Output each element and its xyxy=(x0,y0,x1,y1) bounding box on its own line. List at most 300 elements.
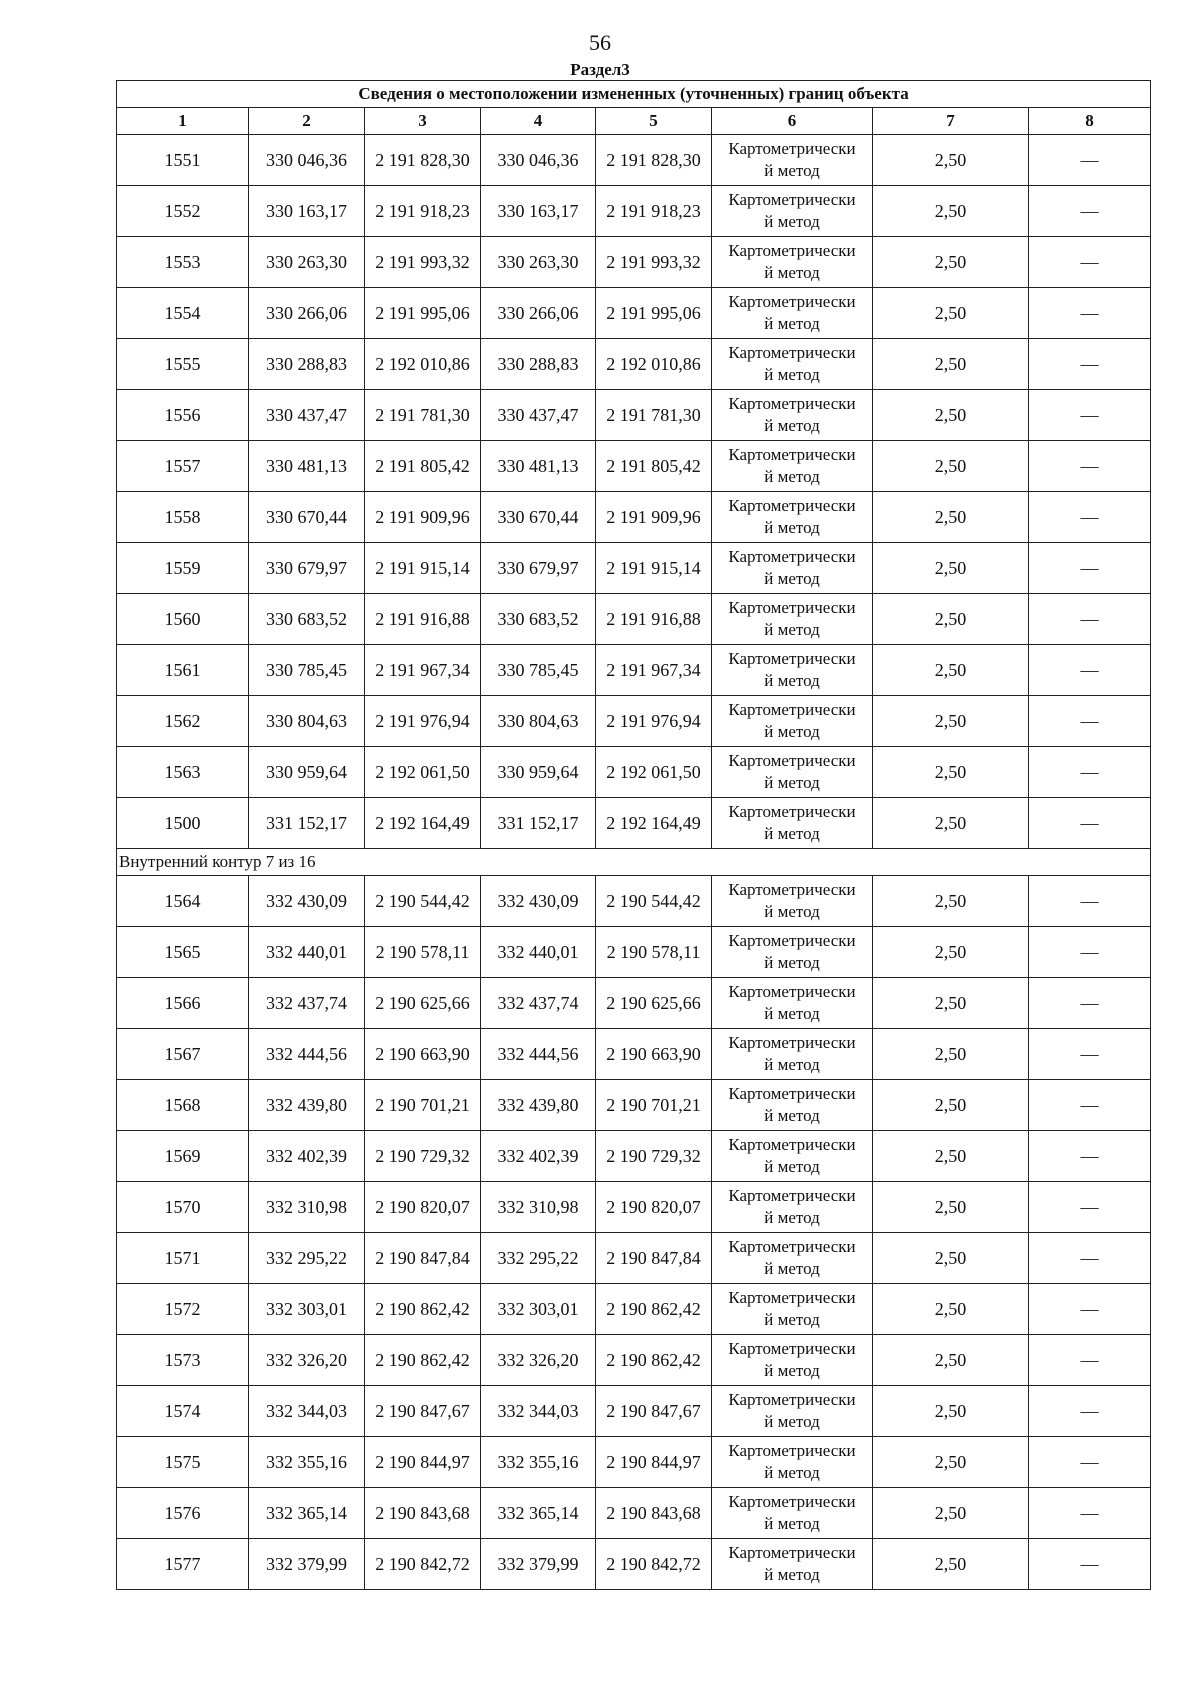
table-row xyxy=(117,645,1151,696)
existing-y-cell: 2 190 847,84 xyxy=(365,1233,481,1284)
description-cell: — xyxy=(1029,876,1151,927)
accuracy-cell: 2,50 xyxy=(873,441,1029,492)
existing-x-cell: 330 288,83 xyxy=(249,339,365,390)
description-cell: — xyxy=(1029,441,1151,492)
description-cell: — xyxy=(1029,747,1151,798)
method-line: Картометрически xyxy=(728,982,856,1001)
description-cell: — xyxy=(1029,135,1151,186)
existing-y-cell: 2 190 820,07 xyxy=(365,1182,481,1233)
method-cell xyxy=(712,1386,873,1437)
accuracy-cell: 2,50 xyxy=(873,1539,1029,1590)
description-cell: — xyxy=(1029,1080,1151,1131)
accuracy-cell: 2,50 xyxy=(873,1029,1029,1080)
column-number: 7 xyxy=(873,108,1029,135)
accuracy-cell: 2,50 xyxy=(873,1233,1029,1284)
method-line: Картометрически xyxy=(728,598,856,617)
existing-y-cell: 2 190 844,97 xyxy=(365,1437,481,1488)
point-number-cell: 1566 xyxy=(117,978,249,1029)
description-cell: — xyxy=(1029,798,1151,849)
point-number-cell: 1563 xyxy=(117,747,249,798)
description-cell: — xyxy=(1029,1233,1151,1284)
description-cell: — xyxy=(1029,696,1151,747)
accuracy-cell: 2,50 xyxy=(873,186,1029,237)
contour-label: Внутренний контур 7 из 16 xyxy=(117,849,1151,876)
method-cell xyxy=(712,1437,873,1488)
method-line: Картометрически xyxy=(728,1288,856,1307)
method-line: й метод xyxy=(764,1514,820,1533)
refined-x-cell: 330 437,47 xyxy=(481,390,596,441)
method-line: Картометрически xyxy=(728,343,856,362)
accuracy-cell: 2,50 xyxy=(873,1080,1029,1131)
method-cell xyxy=(712,1488,873,1539)
existing-x-cell: 332 326,20 xyxy=(249,1335,365,1386)
table-row xyxy=(117,1029,1151,1080)
method-line: Картометрически xyxy=(728,292,856,311)
point-number-cell: 1572 xyxy=(117,1284,249,1335)
refined-y-cell: 2 191 915,14 xyxy=(596,543,712,594)
refined-x-cell: 332 295,22 xyxy=(481,1233,596,1284)
method-cell xyxy=(712,1131,873,1182)
accuracy-cell: 2,50 xyxy=(873,747,1029,798)
existing-y-cell: 2 190 663,90 xyxy=(365,1029,481,1080)
existing-x-cell: 330 785,45 xyxy=(249,645,365,696)
refined-y-cell: 2 191 916,88 xyxy=(596,594,712,645)
method-line: й метод xyxy=(764,620,820,639)
refined-x-cell: 330 804,63 xyxy=(481,696,596,747)
contour-label-row xyxy=(117,849,1151,876)
refined-y-cell: 2 190 847,84 xyxy=(596,1233,712,1284)
existing-x-cell: 330 437,47 xyxy=(249,390,365,441)
existing-y-cell: 2 190 862,42 xyxy=(365,1335,481,1386)
existing-x-cell: 332 310,98 xyxy=(249,1182,365,1233)
method-line: й метод xyxy=(764,1361,820,1380)
description-cell: — xyxy=(1029,978,1151,1029)
accuracy-cell: 2,50 xyxy=(873,876,1029,927)
table-row xyxy=(117,696,1151,747)
table-row xyxy=(117,1080,1151,1131)
table-row xyxy=(117,339,1151,390)
method-cell xyxy=(712,492,873,543)
description-cell: — xyxy=(1029,1488,1151,1539)
existing-x-cell: 332 295,22 xyxy=(249,1233,365,1284)
method-cell xyxy=(712,798,873,849)
refined-y-cell: 2 192 010,86 xyxy=(596,339,712,390)
accuracy-cell: 2,50 xyxy=(873,237,1029,288)
existing-x-cell: 332 439,80 xyxy=(249,1080,365,1131)
column-number: 6 xyxy=(712,108,873,135)
existing-y-cell: 2 190 701,21 xyxy=(365,1080,481,1131)
accuracy-cell: 2,50 xyxy=(873,390,1029,441)
description-cell: — xyxy=(1029,1437,1151,1488)
page-number: 56 xyxy=(589,30,611,55)
refined-y-cell: 2 190 844,97 xyxy=(596,1437,712,1488)
method-line: Картометрически xyxy=(728,1237,856,1256)
description-cell: — xyxy=(1029,1539,1151,1590)
accuracy-cell: 2,50 xyxy=(873,798,1029,849)
refined-y-cell: 2 191 995,06 xyxy=(596,288,712,339)
point-number-cell: 1568 xyxy=(117,1080,249,1131)
table-row xyxy=(117,978,1151,1029)
method-cell xyxy=(712,1335,873,1386)
existing-x-cell: 330 670,44 xyxy=(249,492,365,543)
description-cell: — xyxy=(1029,492,1151,543)
method-line: Картометрически xyxy=(728,496,856,515)
table-row xyxy=(117,1335,1151,1386)
refined-y-cell: 2 190 663,90 xyxy=(596,1029,712,1080)
method-cell xyxy=(712,696,873,747)
table-row xyxy=(117,186,1151,237)
existing-y-cell: 2 190 843,68 xyxy=(365,1488,481,1539)
accuracy-cell: 2,50 xyxy=(873,339,1029,390)
method-cell xyxy=(712,1080,873,1131)
method-line: Картометрически xyxy=(728,931,856,950)
refined-x-cell: 331 152,17 xyxy=(481,798,596,849)
accuracy-cell: 2,50 xyxy=(873,1284,1029,1335)
existing-x-cell: 330 481,13 xyxy=(249,441,365,492)
method-line: й метод xyxy=(764,1310,820,1329)
existing-y-cell: 2 191 995,06 xyxy=(365,288,481,339)
refined-y-cell: 2 190 843,68 xyxy=(596,1488,712,1539)
existing-y-cell: 2 190 842,72 xyxy=(365,1539,481,1590)
existing-x-cell: 330 266,06 xyxy=(249,288,365,339)
method-cell xyxy=(712,543,873,594)
table-row xyxy=(117,1131,1151,1182)
method-cell xyxy=(712,135,873,186)
refined-x-cell: 330 679,97 xyxy=(481,543,596,594)
method-line: Картометрически xyxy=(728,1135,856,1154)
point-number-cell: 1558 xyxy=(117,492,249,543)
method-line: й метод xyxy=(764,722,820,741)
table-row xyxy=(117,1233,1151,1284)
table-row xyxy=(117,1488,1151,1539)
refined-y-cell: 2 190 862,42 xyxy=(596,1284,712,1335)
method-line: й метод xyxy=(764,212,820,231)
existing-y-cell: 2 191 805,42 xyxy=(365,441,481,492)
table-row xyxy=(117,798,1151,849)
refined-y-cell: 2 190 847,67 xyxy=(596,1386,712,1437)
table-row xyxy=(117,492,1151,543)
point-number-cell: 1552 xyxy=(117,186,249,237)
existing-x-cell: 332 355,16 xyxy=(249,1437,365,1488)
refined-y-cell: 2 192 164,49 xyxy=(596,798,712,849)
refined-x-cell: 330 288,83 xyxy=(481,339,596,390)
existing-x-cell: 332 379,99 xyxy=(249,1539,365,1590)
method-line: Картометрически xyxy=(728,190,856,209)
refined-y-cell: 2 190 625,66 xyxy=(596,978,712,1029)
point-number-cell: 1561 xyxy=(117,645,249,696)
section-title: Раздел3 xyxy=(570,60,630,79)
column-number: 2 xyxy=(249,108,365,135)
column-number: 3 xyxy=(365,108,481,135)
existing-x-cell: 330 804,63 xyxy=(249,696,365,747)
table-row xyxy=(117,441,1151,492)
method-line: Картометрически xyxy=(728,139,856,158)
point-number-cell: 1500 xyxy=(117,798,249,849)
description-cell: — xyxy=(1029,1182,1151,1233)
table-row xyxy=(117,927,1151,978)
existing-y-cell: 2 190 862,42 xyxy=(365,1284,481,1335)
description-cell: — xyxy=(1029,237,1151,288)
existing-y-cell: 2 191 916,88 xyxy=(365,594,481,645)
point-number-cell: 1557 xyxy=(117,441,249,492)
existing-y-cell: 2 192 164,49 xyxy=(365,798,481,849)
accuracy-cell: 2,50 xyxy=(873,594,1029,645)
existing-y-cell: 2 192 061,50 xyxy=(365,747,481,798)
refined-x-cell: 330 683,52 xyxy=(481,594,596,645)
method-cell xyxy=(712,390,873,441)
point-number-cell: 1567 xyxy=(117,1029,249,1080)
method-line: Картометрически xyxy=(728,751,856,770)
method-cell xyxy=(712,1182,873,1233)
refined-y-cell: 2 190 729,32 xyxy=(596,1131,712,1182)
refined-x-cell: 332 440,01 xyxy=(481,927,596,978)
method-line: й метод xyxy=(764,1208,820,1227)
method-cell xyxy=(712,288,873,339)
refined-y-cell: 2 191 828,30 xyxy=(596,135,712,186)
description-cell: — xyxy=(1029,390,1151,441)
point-number-cell: 1571 xyxy=(117,1233,249,1284)
refined-y-cell: 2 190 842,72 xyxy=(596,1539,712,1590)
existing-x-cell: 330 679,97 xyxy=(249,543,365,594)
boundary-coordinates-table xyxy=(116,80,1151,1590)
accuracy-cell: 2,50 xyxy=(873,1488,1029,1539)
refined-y-cell: 2 191 781,30 xyxy=(596,390,712,441)
method-line: й метод xyxy=(764,263,820,282)
table-row xyxy=(117,747,1151,798)
accuracy-cell: 2,50 xyxy=(873,1437,1029,1488)
method-line: Картометрически xyxy=(728,1339,856,1358)
method-line: й метод xyxy=(764,1004,820,1023)
accuracy-cell: 2,50 xyxy=(873,927,1029,978)
refined-y-cell: 2 190 578,11 xyxy=(596,927,712,978)
point-number-cell: 1554 xyxy=(117,288,249,339)
point-number-cell: 1576 xyxy=(117,1488,249,1539)
method-cell xyxy=(712,1284,873,1335)
method-cell xyxy=(712,927,873,978)
column-number-row xyxy=(117,108,1151,135)
description-cell: — xyxy=(1029,645,1151,696)
accuracy-cell: 2,50 xyxy=(873,288,1029,339)
point-number-cell: 1574 xyxy=(117,1386,249,1437)
refined-x-cell: 332 439,80 xyxy=(481,1080,596,1131)
description-cell: — xyxy=(1029,1029,1151,1080)
refined-y-cell: 2 191 909,96 xyxy=(596,492,712,543)
refined-x-cell: 332 344,03 xyxy=(481,1386,596,1437)
method-line: Картометрически xyxy=(728,1390,856,1409)
accuracy-cell: 2,50 xyxy=(873,135,1029,186)
refined-x-cell: 332 437,74 xyxy=(481,978,596,1029)
accuracy-cell: 2,50 xyxy=(873,1131,1029,1182)
existing-x-cell: 330 683,52 xyxy=(249,594,365,645)
accuracy-cell: 2,50 xyxy=(873,543,1029,594)
existing-y-cell: 2 191 915,14 xyxy=(365,543,481,594)
refined-x-cell: 332 355,16 xyxy=(481,1437,596,1488)
table-row xyxy=(117,288,1151,339)
existing-y-cell: 2 191 828,30 xyxy=(365,135,481,186)
table-caption-row xyxy=(117,81,1151,108)
existing-y-cell: 2 190 578,11 xyxy=(365,927,481,978)
existing-x-cell: 332 402,39 xyxy=(249,1131,365,1182)
method-line: й метод xyxy=(764,1055,820,1074)
method-line: й метод xyxy=(764,1157,820,1176)
method-line: Картометрически xyxy=(728,1033,856,1052)
refined-x-cell: 330 481,13 xyxy=(481,441,596,492)
table-row xyxy=(117,1182,1151,1233)
point-number-cell: 1562 xyxy=(117,696,249,747)
column-number: 8 xyxy=(1029,108,1151,135)
description-cell: — xyxy=(1029,186,1151,237)
description-cell: — xyxy=(1029,1131,1151,1182)
point-number-cell: 1564 xyxy=(117,876,249,927)
method-line: й метод xyxy=(764,1565,820,1584)
accuracy-cell: 2,50 xyxy=(873,696,1029,747)
table-row xyxy=(117,543,1151,594)
refined-x-cell: 330 263,30 xyxy=(481,237,596,288)
method-cell xyxy=(712,237,873,288)
method-line: Картометрически xyxy=(728,1186,856,1205)
refined-x-cell: 330 163,17 xyxy=(481,186,596,237)
point-number-cell: 1577 xyxy=(117,1539,249,1590)
method-cell xyxy=(712,1539,873,1590)
method-cell xyxy=(712,1233,873,1284)
accuracy-cell: 2,50 xyxy=(873,978,1029,1029)
existing-y-cell: 2 191 918,23 xyxy=(365,186,481,237)
existing-x-cell: 330 046,36 xyxy=(249,135,365,186)
accuracy-cell: 2,50 xyxy=(873,645,1029,696)
method-line: й метод xyxy=(764,824,820,843)
existing-x-cell: 332 365,14 xyxy=(249,1488,365,1539)
refined-x-cell: 330 046,36 xyxy=(481,135,596,186)
existing-y-cell: 2 191 781,30 xyxy=(365,390,481,441)
method-line: й метод xyxy=(764,518,820,537)
method-line: й метод xyxy=(764,467,820,486)
method-line: Картометрически xyxy=(728,802,856,821)
existing-x-cell: 332 430,09 xyxy=(249,876,365,927)
accuracy-cell: 2,50 xyxy=(873,1335,1029,1386)
method-line: й метод xyxy=(764,953,820,972)
existing-x-cell: 330 263,30 xyxy=(249,237,365,288)
existing-y-cell: 2 191 976,94 xyxy=(365,696,481,747)
refined-x-cell: 332 430,09 xyxy=(481,876,596,927)
column-number: 1 xyxy=(117,108,249,135)
method-line: Картометрически xyxy=(728,547,856,566)
existing-y-cell: 2 190 625,66 xyxy=(365,978,481,1029)
point-number-cell: 1575 xyxy=(117,1437,249,1488)
refined-y-cell: 2 190 862,42 xyxy=(596,1335,712,1386)
refined-x-cell: 330 670,44 xyxy=(481,492,596,543)
method-cell xyxy=(712,594,873,645)
method-line: й метод xyxy=(764,1259,820,1278)
table-caption: Сведения о местоположении измененных (уточненных) границ объекта xyxy=(117,81,1151,108)
method-line: Картометрически xyxy=(728,1084,856,1103)
table-row xyxy=(117,390,1151,441)
existing-y-cell: 2 192 010,86 xyxy=(365,339,481,390)
method-line: Картометрически xyxy=(728,445,856,464)
method-line: й метод xyxy=(764,671,820,690)
refined-y-cell: 2 191 805,42 xyxy=(596,441,712,492)
refined-y-cell: 2 191 976,94 xyxy=(596,696,712,747)
table-row xyxy=(117,1386,1151,1437)
method-line: й метод xyxy=(764,1463,820,1482)
refined-x-cell: 332 379,99 xyxy=(481,1539,596,1590)
column-number: 4 xyxy=(481,108,596,135)
method-line: Картометрически xyxy=(728,1543,856,1562)
accuracy-cell: 2,50 xyxy=(873,492,1029,543)
method-cell xyxy=(712,186,873,237)
method-line: Картометрически xyxy=(728,1492,856,1511)
description-cell: — xyxy=(1029,594,1151,645)
existing-y-cell: 2 190 847,67 xyxy=(365,1386,481,1437)
table-body xyxy=(117,135,1151,1590)
refined-y-cell: 2 192 061,50 xyxy=(596,747,712,798)
point-number-cell: 1569 xyxy=(117,1131,249,1182)
point-number-cell: 1570 xyxy=(117,1182,249,1233)
refined-y-cell: 2 190 820,07 xyxy=(596,1182,712,1233)
point-number-cell: 1565 xyxy=(117,927,249,978)
accuracy-cell: 2,50 xyxy=(873,1386,1029,1437)
refined-x-cell: 332 310,98 xyxy=(481,1182,596,1233)
method-line: й метод xyxy=(764,161,820,180)
refined-y-cell: 2 190 701,21 xyxy=(596,1080,712,1131)
method-line: й метод xyxy=(764,365,820,384)
refined-x-cell: 330 959,64 xyxy=(481,747,596,798)
description-cell: — xyxy=(1029,543,1151,594)
existing-x-cell: 332 303,01 xyxy=(249,1284,365,1335)
table-row xyxy=(117,876,1151,927)
method-line: й метод xyxy=(764,1106,820,1125)
method-line: й метод xyxy=(764,569,820,588)
existing-x-cell: 330 163,17 xyxy=(249,186,365,237)
table-row xyxy=(117,237,1151,288)
refined-x-cell: 332 402,39 xyxy=(481,1131,596,1182)
column-number: 5 xyxy=(596,108,712,135)
description-cell: — xyxy=(1029,1335,1151,1386)
method-line: Картометрически xyxy=(728,394,856,413)
point-number-cell: 1559 xyxy=(117,543,249,594)
table-row xyxy=(117,135,1151,186)
refined-y-cell: 2 190 544,42 xyxy=(596,876,712,927)
description-cell: — xyxy=(1029,1386,1151,1437)
refined-x-cell: 332 326,20 xyxy=(481,1335,596,1386)
existing-y-cell: 2 190 729,32 xyxy=(365,1131,481,1182)
method-cell xyxy=(712,978,873,1029)
existing-y-cell: 2 190 544,42 xyxy=(365,876,481,927)
method-line: Картометрически xyxy=(728,649,856,668)
method-cell xyxy=(712,339,873,390)
method-cell xyxy=(712,747,873,798)
table-row xyxy=(117,1437,1151,1488)
method-line: й метод xyxy=(764,314,820,333)
description-cell: — xyxy=(1029,339,1151,390)
method-cell xyxy=(712,441,873,492)
accuracy-cell: 2,50 xyxy=(873,1182,1029,1233)
refined-x-cell: 330 785,45 xyxy=(481,645,596,696)
table-row xyxy=(117,594,1151,645)
method-line: й метод xyxy=(764,1412,820,1431)
description-cell: — xyxy=(1029,1284,1151,1335)
existing-x-cell: 332 440,01 xyxy=(249,927,365,978)
method-line: Картометрически xyxy=(728,880,856,899)
method-cell xyxy=(712,876,873,927)
existing-x-cell: 332 437,74 xyxy=(249,978,365,1029)
existing-y-cell: 2 191 967,34 xyxy=(365,645,481,696)
existing-y-cell: 2 191 909,96 xyxy=(365,492,481,543)
point-number-cell: 1556 xyxy=(117,390,249,441)
refined-x-cell: 332 365,14 xyxy=(481,1488,596,1539)
method-line: Картометрически xyxy=(728,1441,856,1460)
point-number-cell: 1553 xyxy=(117,237,249,288)
refined-y-cell: 2 191 918,23 xyxy=(596,186,712,237)
